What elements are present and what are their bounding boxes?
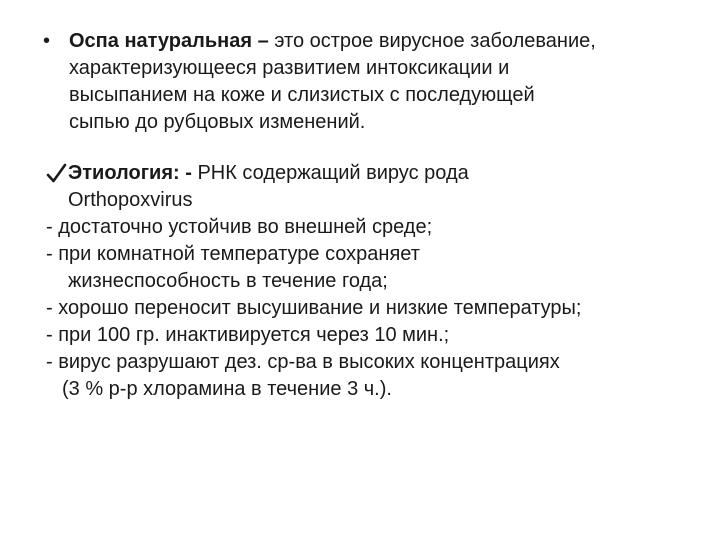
etiology-section [46,160,696,403]
etiology-heading: Этиология: - [68,162,198,184]
etiology-item-continuation: жизнеспособность в течение года; [68,270,388,292]
etiology-item: - вирус разрушают дез. ср-ва в высоких концентрациях [46,351,560,373]
etiology-item: - при 100 гр. инактивируется через 10 мин.; [46,324,450,346]
etiology-item: - достаточно устойчив во внешней среде; [46,216,433,238]
etiology-item: - хорошо переносит высушивание и низкие температуры; [46,297,582,319]
bullet-icon: • [43,30,51,52]
etiology-item: - при комнатной температуре сохраняет [46,243,420,265]
intro-line-2: характеризующееся развитием интоксикации и [69,57,510,79]
etiology-note: (3 % р-р хлорамина в течение 3 ч.). [62,378,392,400]
disease-term: Оспа натуральная – [69,30,275,52]
intro-line-1: Оспа натуральная – это острое вирусное заболевание, [69,30,596,52]
etiology-line-1: Этиология: - РНК содержащий вирус рода [68,162,469,184]
intro-line-3: высыпанием на коже и слизистых с последующей [69,84,535,106]
intro-paragraph [43,28,693,136]
etiology-line-2: Orthopoxvirus [68,189,193,211]
intro-line-4: сыпью до рубцовых изменений. [69,111,366,133]
check-icon [46,160,68,187]
